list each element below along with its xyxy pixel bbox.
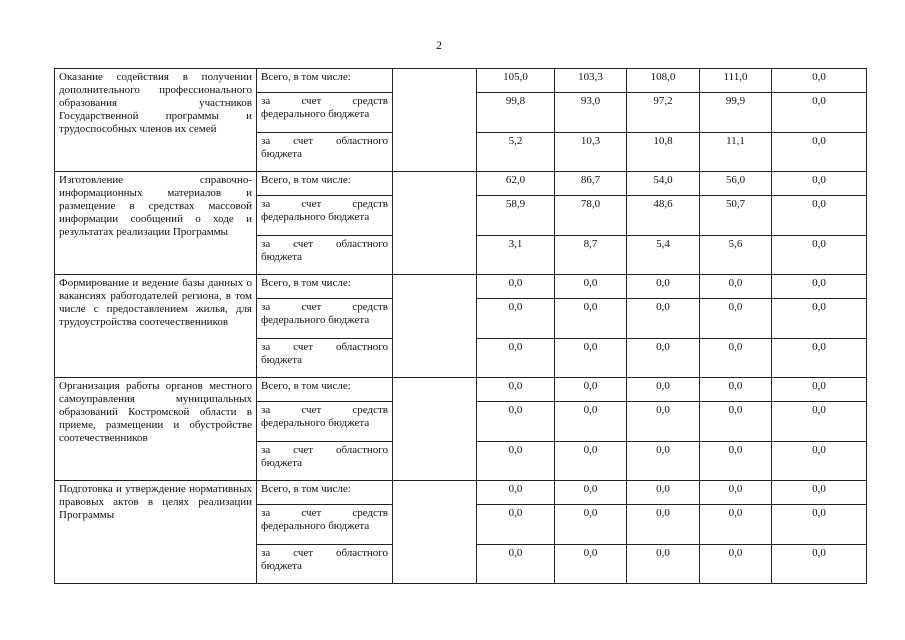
page-number: 2: [436, 38, 442, 52]
value-cell: 0,0: [477, 299, 555, 339]
funding-source-cell: Всего, в том числе:: [257, 275, 393, 299]
value-cell: 0,0: [477, 402, 555, 442]
funding-source-cell: Всего, в том числе:: [257, 69, 393, 93]
value-cell: 0,0: [555, 402, 627, 442]
value-cell: 0,0: [700, 339, 772, 378]
value-cell: 0,0: [555, 339, 627, 378]
value-cell: 0,0: [772, 172, 867, 196]
value-cell: 5,2: [477, 133, 555, 172]
value-cell: 11,1: [700, 133, 772, 172]
empty-cell: [393, 172, 477, 275]
value-cell: 0,0: [477, 378, 555, 402]
empty-cell: [393, 378, 477, 481]
value-cell: 0,0: [700, 481, 772, 505]
funding-source-cell: Всего, в том числе:: [257, 172, 393, 196]
value-cell: 0,0: [627, 505, 700, 545]
funding-source-cell: за счет областного бюджета: [257, 133, 393, 172]
activity-cell: Оказание содействия в получении дополнительного профессионального образования участников Государственной программы и трудоспособных членов их семей: [55, 69, 257, 172]
table-row: [55, 275, 867, 299]
value-cell: 54,0: [627, 172, 700, 196]
value-cell: 0,0: [627, 378, 700, 402]
value-cell: 111,0: [700, 69, 772, 93]
value-cell: 56,0: [700, 172, 772, 196]
value-cell: 0,0: [477, 275, 555, 299]
value-cell: 99,8: [477, 93, 555, 133]
value-cell: 0,0: [772, 378, 867, 402]
value-cell: 5,6: [700, 236, 772, 275]
value-cell: 0,0: [700, 378, 772, 402]
value-cell: 48,6: [627, 196, 700, 236]
value-cell: 0,0: [700, 442, 772, 481]
value-cell: 0,0: [700, 505, 772, 545]
value-cell: 0,0: [555, 481, 627, 505]
value-cell: 0,0: [772, 339, 867, 378]
value-cell: 0,0: [772, 505, 867, 545]
value-cell: 0,0: [772, 133, 867, 172]
table-row: [55, 69, 867, 93]
value-cell: 97,2: [627, 93, 700, 133]
value-cell: 93,0: [555, 93, 627, 133]
value-cell: 10,3: [555, 133, 627, 172]
funding-source-cell: за счет средств федерального бюджета: [257, 196, 393, 236]
value-cell: 103,3: [555, 69, 627, 93]
empty-cell: [393, 275, 477, 378]
value-cell: 58,9: [477, 196, 555, 236]
value-cell: 3,1: [477, 236, 555, 275]
funding-source-cell: за счет областного бюджета: [257, 339, 393, 378]
value-cell: 86,7: [555, 172, 627, 196]
value-cell: 0,0: [477, 442, 555, 481]
empty-cell: [393, 481, 477, 584]
funding-source-cell: Всего, в том числе:: [257, 481, 393, 505]
value-cell: 0,0: [555, 505, 627, 545]
value-cell: 0,0: [555, 275, 627, 299]
value-cell: 10,8: [627, 133, 700, 172]
activity-cell: Подготовка и утверждение нормативных правовых актов в целях реализации Программы: [55, 481, 257, 584]
value-cell: 78,0: [555, 196, 627, 236]
funding-source-cell: Всего, в том числе:: [257, 378, 393, 402]
value-cell: 0,0: [627, 275, 700, 299]
value-cell: 105,0: [477, 69, 555, 93]
value-cell: 0,0: [772, 196, 867, 236]
value-cell: 0,0: [627, 402, 700, 442]
value-cell: 0,0: [772, 402, 867, 442]
funding-source-cell: за счет средств федерального бюджета: [257, 402, 393, 442]
value-cell: 0,0: [700, 299, 772, 339]
funding-source-cell: за счет областного бюджета: [257, 442, 393, 481]
value-cell: 0,0: [477, 339, 555, 378]
value-cell: 62,0: [477, 172, 555, 196]
value-cell: 50,7: [700, 196, 772, 236]
funding-source-cell: за счет средств федерального бюджета: [257, 505, 393, 545]
value-cell: 0,0: [700, 545, 772, 584]
value-cell: 0,0: [700, 402, 772, 442]
funding-source-cell: за счет средств федерального бюджета: [257, 93, 393, 133]
value-cell: 108,0: [627, 69, 700, 93]
value-cell: 0,0: [555, 545, 627, 584]
value-cell: 0,0: [627, 545, 700, 584]
value-cell: 0,0: [772, 545, 867, 584]
value-cell: 0,0: [772, 299, 867, 339]
funding-source-cell: за счет областного бюджета: [257, 236, 393, 275]
value-cell: 0,0: [772, 236, 867, 275]
value-cell: 0,0: [477, 481, 555, 505]
value-cell: 0,0: [627, 299, 700, 339]
activity-cell: Формирование и ведение базы данных о вакансиях работодателей региона, в том числе с предоставлением жилья, для трудоустройства соотечественников: [55, 275, 257, 378]
value-cell: 0,0: [772, 69, 867, 93]
activity-cell: Организация работы органов местного самоуправления муниципальных образований Костромской области в приеме, размещении и обустройстве соотечественников: [55, 378, 257, 481]
activity-cell: Изготовление справочно-информационных материалов и размещение в средствах массовой информации сообщений о ходе и результатах реализации Программы: [55, 172, 257, 275]
table-row: [55, 481, 867, 505]
value-cell: 0,0: [555, 442, 627, 481]
empty-cell: [393, 69, 477, 172]
value-cell: 0,0: [477, 545, 555, 584]
table-row: [55, 172, 867, 196]
value-cell: 0,0: [477, 505, 555, 545]
value-cell: 0,0: [627, 442, 700, 481]
value-cell: 0,0: [772, 481, 867, 505]
value-cell: 0,0: [772, 93, 867, 133]
value-cell: 0,0: [772, 442, 867, 481]
value-cell: 99,9: [700, 93, 772, 133]
table-row: [55, 378, 867, 402]
value-cell: 0,0: [555, 299, 627, 339]
funding-source-cell: за счет средств федерального бюджета: [257, 299, 393, 339]
budget-table: [54, 68, 867, 584]
value-cell: 0,0: [700, 275, 772, 299]
value-cell: 5,4: [627, 236, 700, 275]
value-cell: 0,0: [627, 481, 700, 505]
value-cell: 0,0: [555, 378, 627, 402]
funding-source-cell: за счет областного бюджета: [257, 545, 393, 584]
value-cell: 0,0: [772, 275, 867, 299]
value-cell: 8,7: [555, 236, 627, 275]
value-cell: 0,0: [627, 339, 700, 378]
